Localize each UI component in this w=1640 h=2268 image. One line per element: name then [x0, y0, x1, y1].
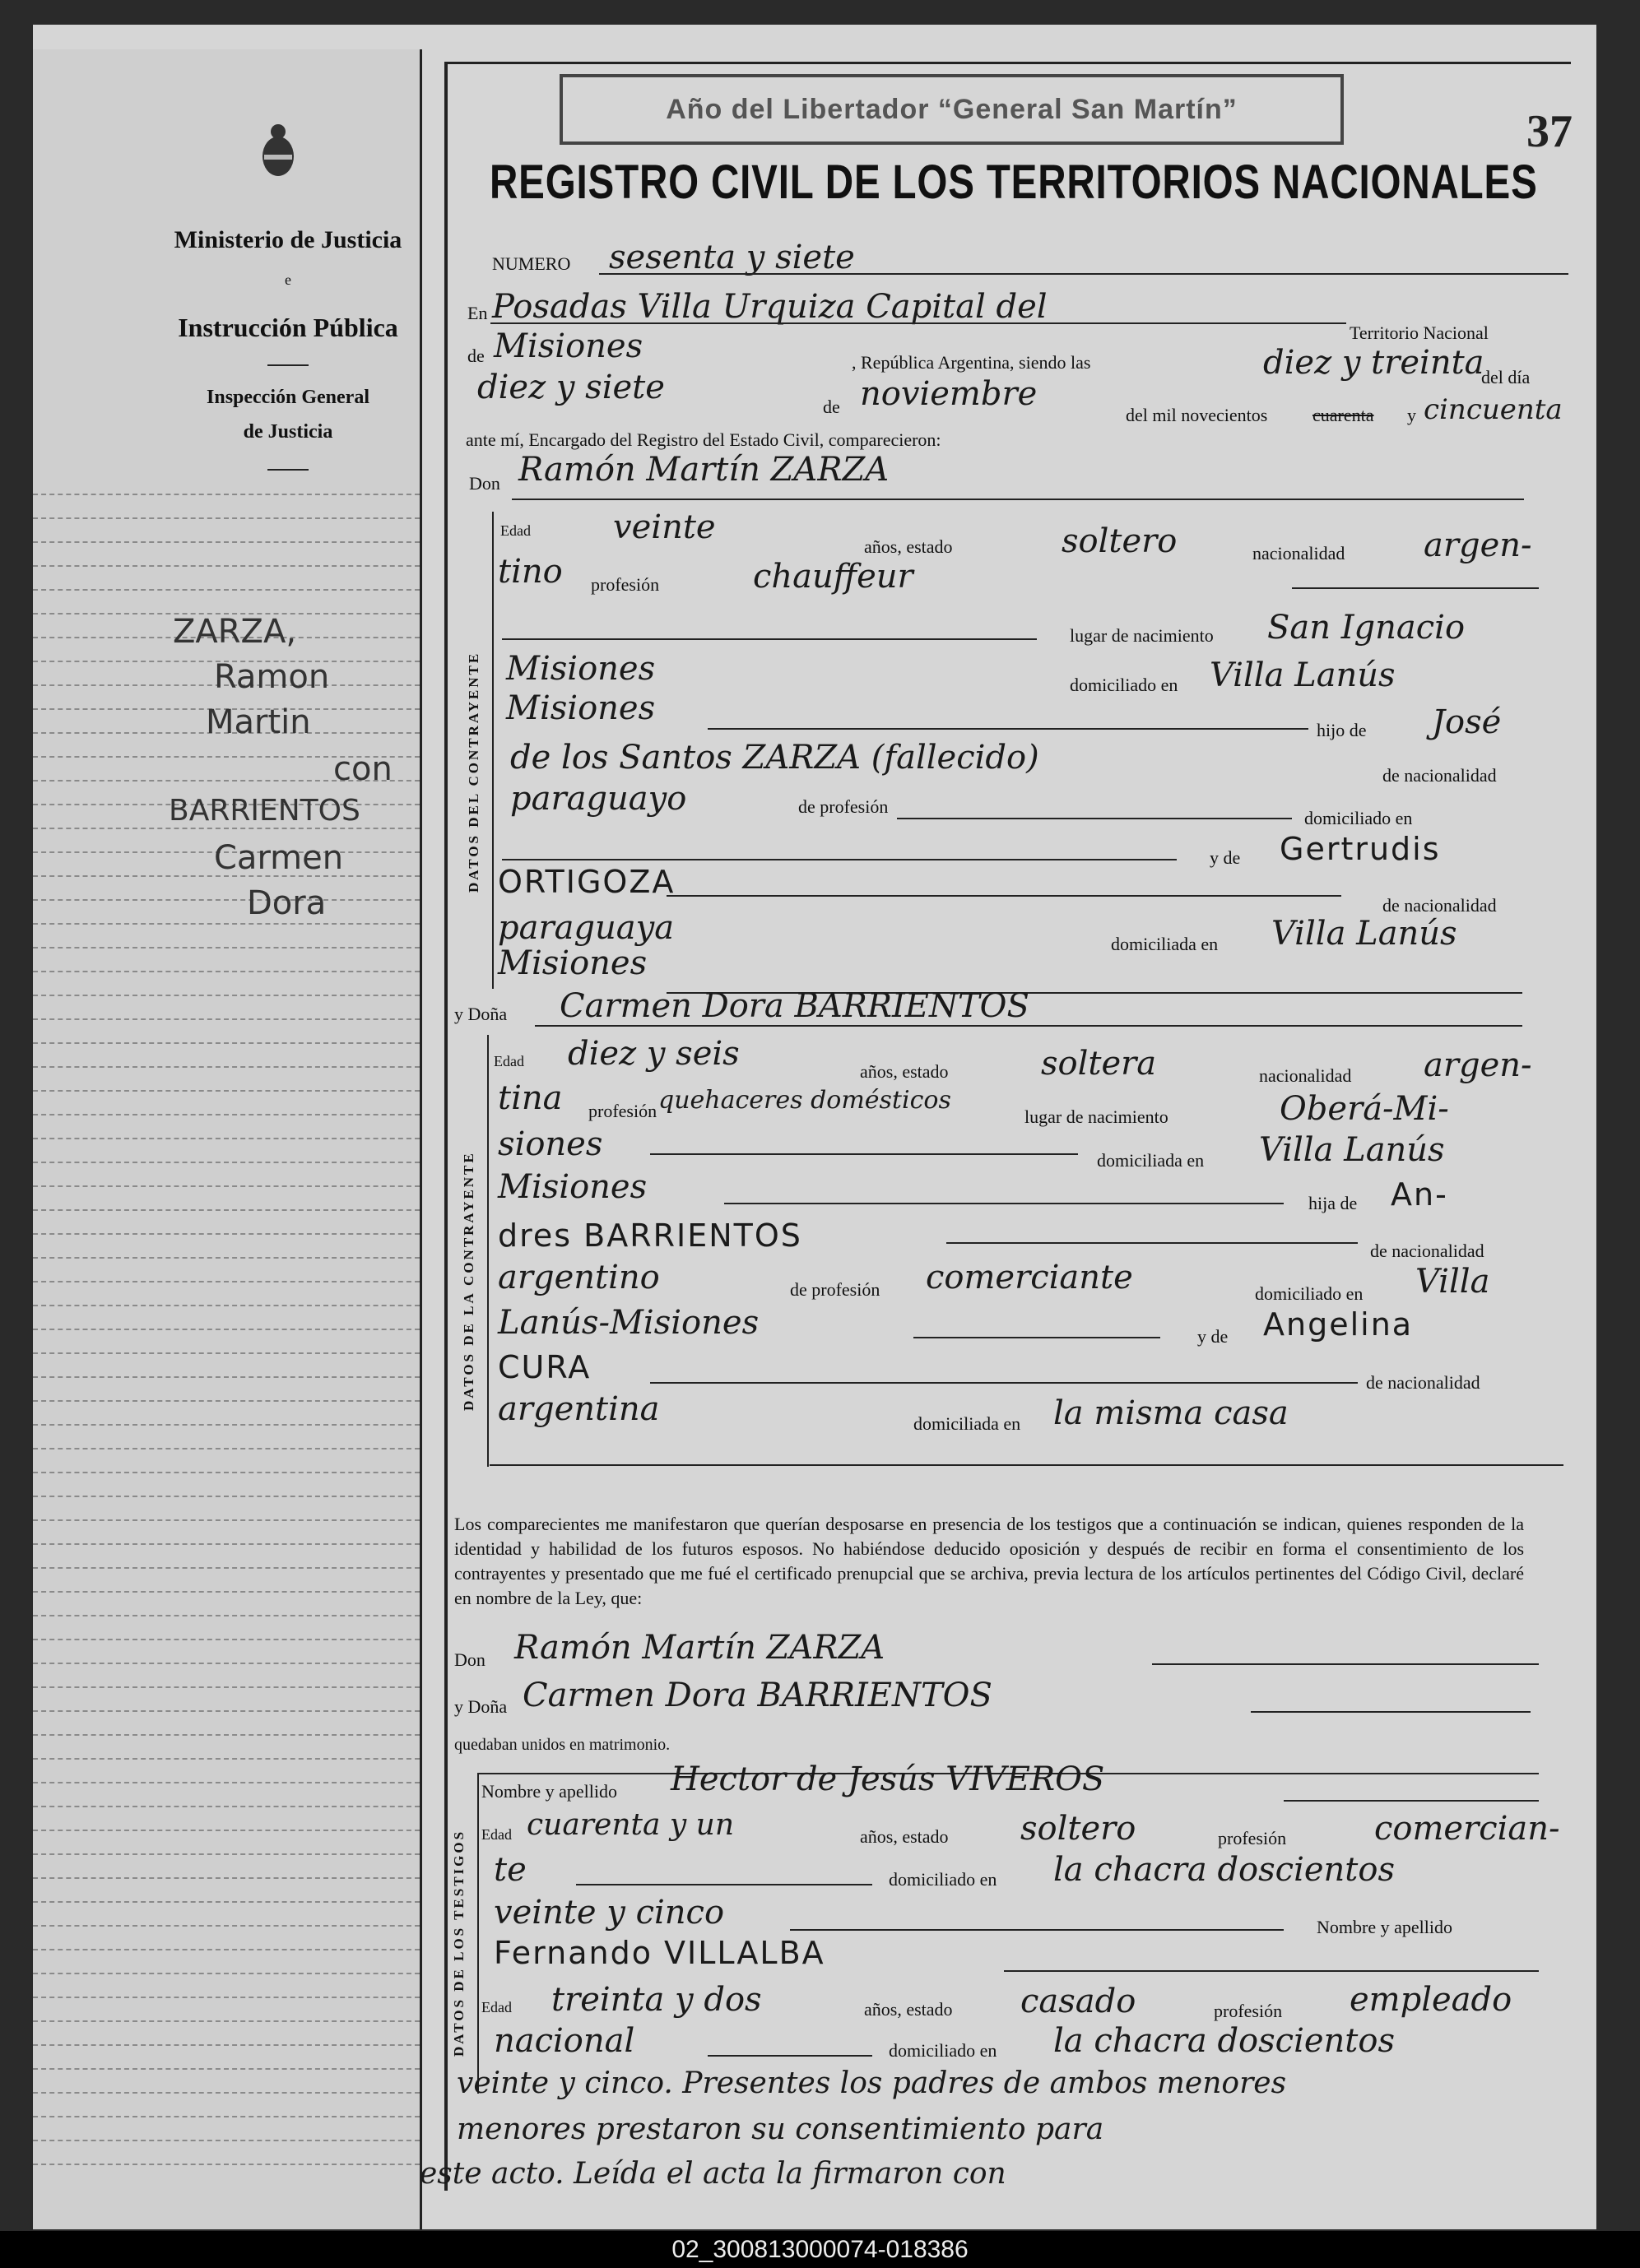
ruled-line	[33, 1830, 420, 1831]
field-line	[502, 859, 1177, 860]
estado-value: soltero	[1062, 522, 1178, 560]
madre-nac: paraguaya	[498, 909, 675, 947]
nacionalidad-label: nacionalidad	[1252, 543, 1345, 564]
t2-edad: treinta y dos	[551, 1981, 762, 2019]
edad-label: Edad	[500, 522, 531, 539]
ruled-line	[33, 947, 420, 948]
page-number: 37	[1526, 106, 1573, 157]
field-line	[1152, 1663, 1539, 1665]
ruled-line	[33, 923, 420, 925]
field-line	[1284, 1800, 1539, 1802]
domicilio-cont: Misiones	[506, 689, 656, 727]
margin-note-line: BARRIENTOS	[169, 794, 360, 828]
y-de-label: y de	[1210, 847, 1241, 868]
ruled-line	[33, 1519, 420, 1521]
margin-note-line: con	[333, 750, 393, 788]
ruled-line	[33, 1209, 420, 1211]
de-nacionalidad-label: de nacionalidad	[1370, 1241, 1484, 1261]
closing-line-1: veinte y cinco. Presentes los padres de ambos menores	[457, 2066, 1287, 2100]
territorio-label: Territorio Nacional	[1350, 322, 1489, 343]
ruled-line	[33, 494, 420, 495]
edad-value: veinte	[613, 508, 716, 546]
year-stamp: Año del Libertador “General San Martín”	[560, 74, 1344, 145]
padre-prof: comerciante	[926, 1259, 1133, 1296]
decl-dona-label: y Doña	[454, 1696, 508, 1717]
field-line	[946, 1242, 1358, 1244]
field-line	[1251, 1711, 1531, 1713]
profesion-value: quehaceres domésticos	[658, 1086, 951, 1115]
t1-edad: cuarenta y un	[527, 1808, 735, 1842]
ruled-line	[33, 1496, 420, 1497]
ruled-line	[33, 2068, 420, 2070]
ruled-line	[33, 899, 420, 901]
t1-profesion-label: profesión	[1218, 1828, 1287, 1848]
inspection-line-1: Inspección General	[207, 387, 369, 408]
decl-don-label: Don	[454, 1649, 485, 1670]
madre-value: Angelina	[1263, 1306, 1414, 1343]
ruled-line	[33, 1329, 420, 1330]
bracket	[477, 1773, 479, 2094]
hijo-label: hijo de	[1317, 720, 1367, 740]
ruled-line	[33, 1710, 420, 1712]
ruled-line	[33, 1853, 420, 1855]
ruled-line	[33, 2116, 420, 2117]
ruled-line	[33, 565, 420, 567]
ruled-line	[33, 1734, 420, 1736]
padre-value: An-	[1391, 1176, 1448, 1213]
ruled-line	[33, 1806, 420, 1807]
anio-value: cincuenta	[1424, 393, 1563, 426]
left-margin-column	[33, 49, 422, 2229]
nacionalidad-cont: tino	[498, 553, 563, 591]
anios-estado-label: años, estado	[864, 536, 953, 557]
t2-prof: empleado	[1350, 1981, 1512, 2019]
t1-anios-estado: años, estado	[860, 1826, 949, 1847]
t1-nombre: Hector de Jesús VIVEROS	[671, 1760, 1105, 1798]
ruled-line	[33, 1424, 420, 1426]
padre-cont: dres BARRIENTOS	[498, 1217, 802, 1254]
domicilio-cont: Misiones	[498, 1168, 648, 1206]
domiciliada-label: domiciliada en	[1097, 1150, 1205, 1171]
coat-of-arms-icon	[259, 122, 297, 179]
t2-edad-label: Edad	[481, 1999, 512, 2015]
domicilio-value: Villa Lanús	[1210, 656, 1396, 694]
de-profesion-label: de profesión	[790, 1279, 880, 1300]
ruled-line	[33, 1448, 420, 1449]
dia-value: diez y siete	[477, 369, 665, 406]
de-profesion-label: de profesión	[798, 796, 889, 817]
field-line	[1292, 587, 1539, 589]
nacionalidad-cont: tina	[498, 1079, 563, 1117]
republica-label: , República Argentina, siendo las	[852, 352, 1091, 373]
margin-note-line: Dora	[247, 884, 327, 922]
don-label: Don	[469, 473, 500, 494]
t1-prof: comercian-	[1374, 1810, 1560, 1848]
bracket	[492, 512, 494, 989]
ruled-line	[33, 1567, 420, 1569]
lugar-label: lugar de nacimiento	[1070, 625, 1214, 646]
closing-line-3: este acto. Leída el acta la firmaron con	[420, 2157, 1006, 2191]
ruled-line	[33, 1114, 420, 1115]
dona-label: y Doña	[454, 1004, 508, 1024]
t2-nombre-label: Nombre y apellido	[1317, 1917, 1452, 1937]
domiciliado-label: domiciliado en	[1070, 675, 1178, 695]
ruled-line	[33, 1925, 420, 1927]
t1-prof-cont: te	[494, 1851, 527, 1889]
de-label-2: de	[823, 397, 840, 417]
mes-value: noviembre	[860, 375, 1038, 413]
padre-cont: de los Santos ZARZA (fallecido)	[510, 739, 1039, 777]
t1-dom-cont: veinte y cinco	[494, 1894, 725, 1932]
de-label: de	[467, 346, 485, 366]
ruled-line	[33, 1233, 420, 1235]
ruled-line	[33, 2164, 420, 2165]
profesion-value: chauffeur	[753, 558, 913, 596]
field-line	[576, 1884, 872, 1885]
ruled-line	[33, 1663, 420, 1664]
lugar-label: lugar de nacimiento	[1024, 1106, 1168, 1127]
ruled-line	[33, 1639, 420, 1640]
madre-dom: la misma casa	[1053, 1394, 1289, 1432]
ruled-line	[33, 1782, 420, 1783]
edad-value: diez y seis	[568, 1035, 740, 1073]
padre-nac: argentino	[498, 1259, 660, 1296]
ruled-line	[33, 1138, 420, 1139]
field-line	[708, 2055, 872, 2057]
t2-anios-estado: años, estado	[864, 1999, 953, 2020]
ruled-line	[33, 1686, 420, 1688]
padre-dom: Villa	[1415, 1263, 1490, 1301]
dona-value: Carmen Dora BARRIENTOS	[560, 987, 1029, 1025]
nacionalidad-value: argen-	[1424, 1046, 1532, 1084]
field-line	[650, 1153, 1078, 1155]
quedaban-text: quedaban unidos en matrimonio.	[454, 1736, 671, 1754]
ruled-line	[33, 1257, 420, 1259]
estado-value: soltera	[1041, 1045, 1157, 1083]
field-line	[599, 273, 1568, 275]
ruled-line	[33, 2140, 420, 2141]
nacionalidad-label: nacionalidad	[1259, 1065, 1352, 1086]
ministry-line-2: Instrucción Pública	[178, 313, 398, 342]
lugar-value: San Ignacio	[1267, 609, 1466, 647]
don-value: Ramón Martín ZARZA	[518, 451, 890, 489]
margin-note-line: ZARZA,	[173, 613, 297, 651]
ruled-line	[33, 828, 420, 829]
domicilio-value: Villa Lanús	[1259, 1131, 1445, 1169]
profesion-label: profesión	[588, 1101, 657, 1121]
ruled-line	[33, 1615, 420, 1616]
profesion-label: profesión	[591, 574, 660, 595]
ruled-line	[33, 1305, 420, 1306]
domiciliado-label: domiciliado en	[1255, 1283, 1364, 1304]
lugar-cont: Misiones	[506, 650, 656, 688]
de-nacionalidad-label: de nacionalidad	[1382, 765, 1497, 786]
de-value: Misiones	[494, 327, 643, 365]
ruled-line	[33, 1472, 420, 1473]
closing-line-2: menores prestaron su consentimiento para	[457, 2113, 1104, 2146]
ruled-line	[33, 541, 420, 543]
t1-nombre-label: Nombre y apellido	[481, 1781, 617, 1802]
ruled-line	[33, 517, 420, 519]
del-dia-label: del día	[1481, 367, 1531, 387]
field-line	[913, 1337, 1160, 1338]
ruled-line	[33, 2020, 420, 2022]
ruled-line	[33, 1591, 420, 1593]
image-caption: 02_300813000074-018386	[0, 2231, 1640, 2268]
y-label: y	[1407, 405, 1416, 425]
t2-estado: casado	[1020, 1983, 1136, 2020]
t2-nombre: Fernando VILLALBA	[494, 1935, 825, 1971]
padre-nac: paraguayo	[510, 780, 687, 818]
madre-nac: argentina	[498, 1390, 660, 1428]
field-line	[502, 638, 1037, 640]
ruled-line	[33, 1185, 420, 1187]
domiciliado-en-label: domiciliado en	[1304, 808, 1413, 828]
ruled-line	[33, 1018, 420, 1020]
madre-cont: CURA	[498, 1349, 592, 1385]
lugar-cont: siones	[498, 1125, 603, 1163]
ruled-line	[33, 2044, 420, 2046]
en-value: Posadas Villa Urquiza Capital del	[492, 288, 1048, 326]
ministry-and: e	[285, 271, 291, 288]
t2-prof-cont: nacional	[494, 2022, 635, 2060]
field-line	[650, 1382, 1358, 1384]
ruled-line	[33, 1543, 420, 1545]
document-title: REGISTRO CIVIL DE LOS TERRITORIOS NACIONALES	[490, 155, 1538, 209]
ruled-line	[33, 1042, 420, 1044]
en-label: En	[467, 303, 488, 323]
inspection-line-2: de Justicia	[243, 421, 333, 443]
t2-dom: la chacra doscientos	[1053, 2022, 1395, 2060]
lugar-value: Oberá-Mi-	[1280, 1090, 1449, 1128]
edad-label: Edad	[494, 1053, 524, 1069]
t2-profesion-label: profesión	[1214, 2001, 1283, 2021]
divider	[267, 469, 309, 471]
madre-dom: Villa Lanús	[1271, 915, 1457, 953]
ruled-line	[33, 1376, 420, 1378]
ministry-line-1: Ministerio de Justicia	[174, 226, 402, 253]
ruled-line	[33, 1758, 420, 1760]
field-line	[512, 499, 1524, 500]
cuarenta-strike: cuarenta	[1312, 405, 1374, 425]
hija-label: hija de	[1308, 1193, 1358, 1213]
ruled-line	[33, 1400, 420, 1402]
t1-domiciliado-label: domiciliado en	[889, 1869, 997, 1890]
ruled-line	[33, 1949, 420, 1950]
ruled-line	[33, 1997, 420, 1998]
y-de-label: y de	[1197, 1326, 1229, 1347]
madre-value: Gertrudis	[1280, 831, 1441, 867]
field-line	[667, 895, 1341, 897]
margin-note-line: Ramon	[214, 658, 330, 696]
ruled-line	[33, 1281, 420, 1282]
field-line	[490, 1464, 1563, 1466]
margin-note-line: Carmen	[214, 839, 344, 877]
ruled-line	[33, 1162, 420, 1163]
field-line	[724, 1203, 1284, 1204]
ruled-line	[33, 995, 420, 996]
madre-dom-label: domiciliada en	[913, 1413, 1021, 1434]
decl-dona-value: Carmen Dora BARRIENTOS	[523, 1677, 992, 1714]
madre-dom-cont: Misiones	[498, 944, 648, 982]
padre-dom-cont: Lanús-Misiones	[498, 1304, 760, 1342]
ruled-line	[33, 1090, 420, 1092]
decl-don-value: Ramón Martín ZARZA	[514, 1629, 885, 1667]
bracket	[487, 1035, 489, 1467]
nacionalidad-value: argen-	[1424, 526, 1532, 564]
ruled-line	[33, 1901, 420, 1903]
anios-estado-label: años, estado	[860, 1061, 949, 1082]
de-nacionalidad-label-2: de nacionalidad	[1382, 895, 1497, 916]
t1-edad-label: Edad	[481, 1826, 512, 1843]
ruled-line	[33, 589, 420, 591]
declaration-paragraph: Los comparecientes me manifestaron que querían desposarse en presencia de los testigos que a continuación se indican, quienes responden de la identidad y habilidad de los futuros esposos. No habiéndose deducido oposición y después de recibir en forma el consentimiento de los contrayentes y presentado que me fué el certificado prenupcial que se archiva, previa lectura de los artículos pertinentes del Código Civil, declaré en nombre de la Ley, que:	[454, 1514, 1524, 1608]
ruled-line	[33, 1973, 420, 1974]
margin-note-line: Martin	[206, 703, 311, 741]
ante-mi-text: ante mí, Encargado del Registro del Estado Civil, comparecieron:	[466, 429, 941, 450]
side-label-contrayente-2: DATOS DE LA CONTRAYENTE	[461, 1151, 476, 1411]
divider	[267, 364, 309, 366]
mil-label: del mil novecientos	[1126, 405, 1268, 425]
madre-cont: ORTIGOZA	[498, 864, 676, 900]
ruled-line	[33, 2092, 420, 2094]
t1-estado: soltero	[1020, 1810, 1136, 1848]
ruled-line	[33, 971, 420, 972]
madre-dom-label: domiciliada en	[1111, 934, 1219, 954]
ruled-line	[33, 1877, 420, 1879]
field-line	[1004, 1970, 1539, 1972]
side-label-testigos: DATOS DE LOS TESTIGOS	[451, 1829, 467, 2057]
t2-domiciliado-label: domiciliado en	[889, 2040, 997, 2061]
numero-label: NUMERO	[492, 253, 571, 274]
ruled-line	[33, 1066, 420, 1068]
padre-value: José	[1432, 703, 1502, 741]
numero-value: sesenta y siete	[609, 239, 855, 276]
ruled-line	[33, 1352, 420, 1354]
field-line	[790, 1929, 1284, 1931]
t1-dom: la chacra doscientos	[1053, 1851, 1395, 1889]
field-line	[897, 818, 1292, 819]
side-label-contrayente: DATOS DEL CONTRAYENTE	[466, 651, 481, 893]
field-line	[708, 728, 1308, 730]
field-line	[490, 322, 1346, 324]
field-line	[535, 1025, 1522, 1027]
de-nacionalidad-label-2: de nacionalidad	[1366, 1372, 1480, 1393]
hora-value: diez y treinta	[1263, 344, 1484, 382]
